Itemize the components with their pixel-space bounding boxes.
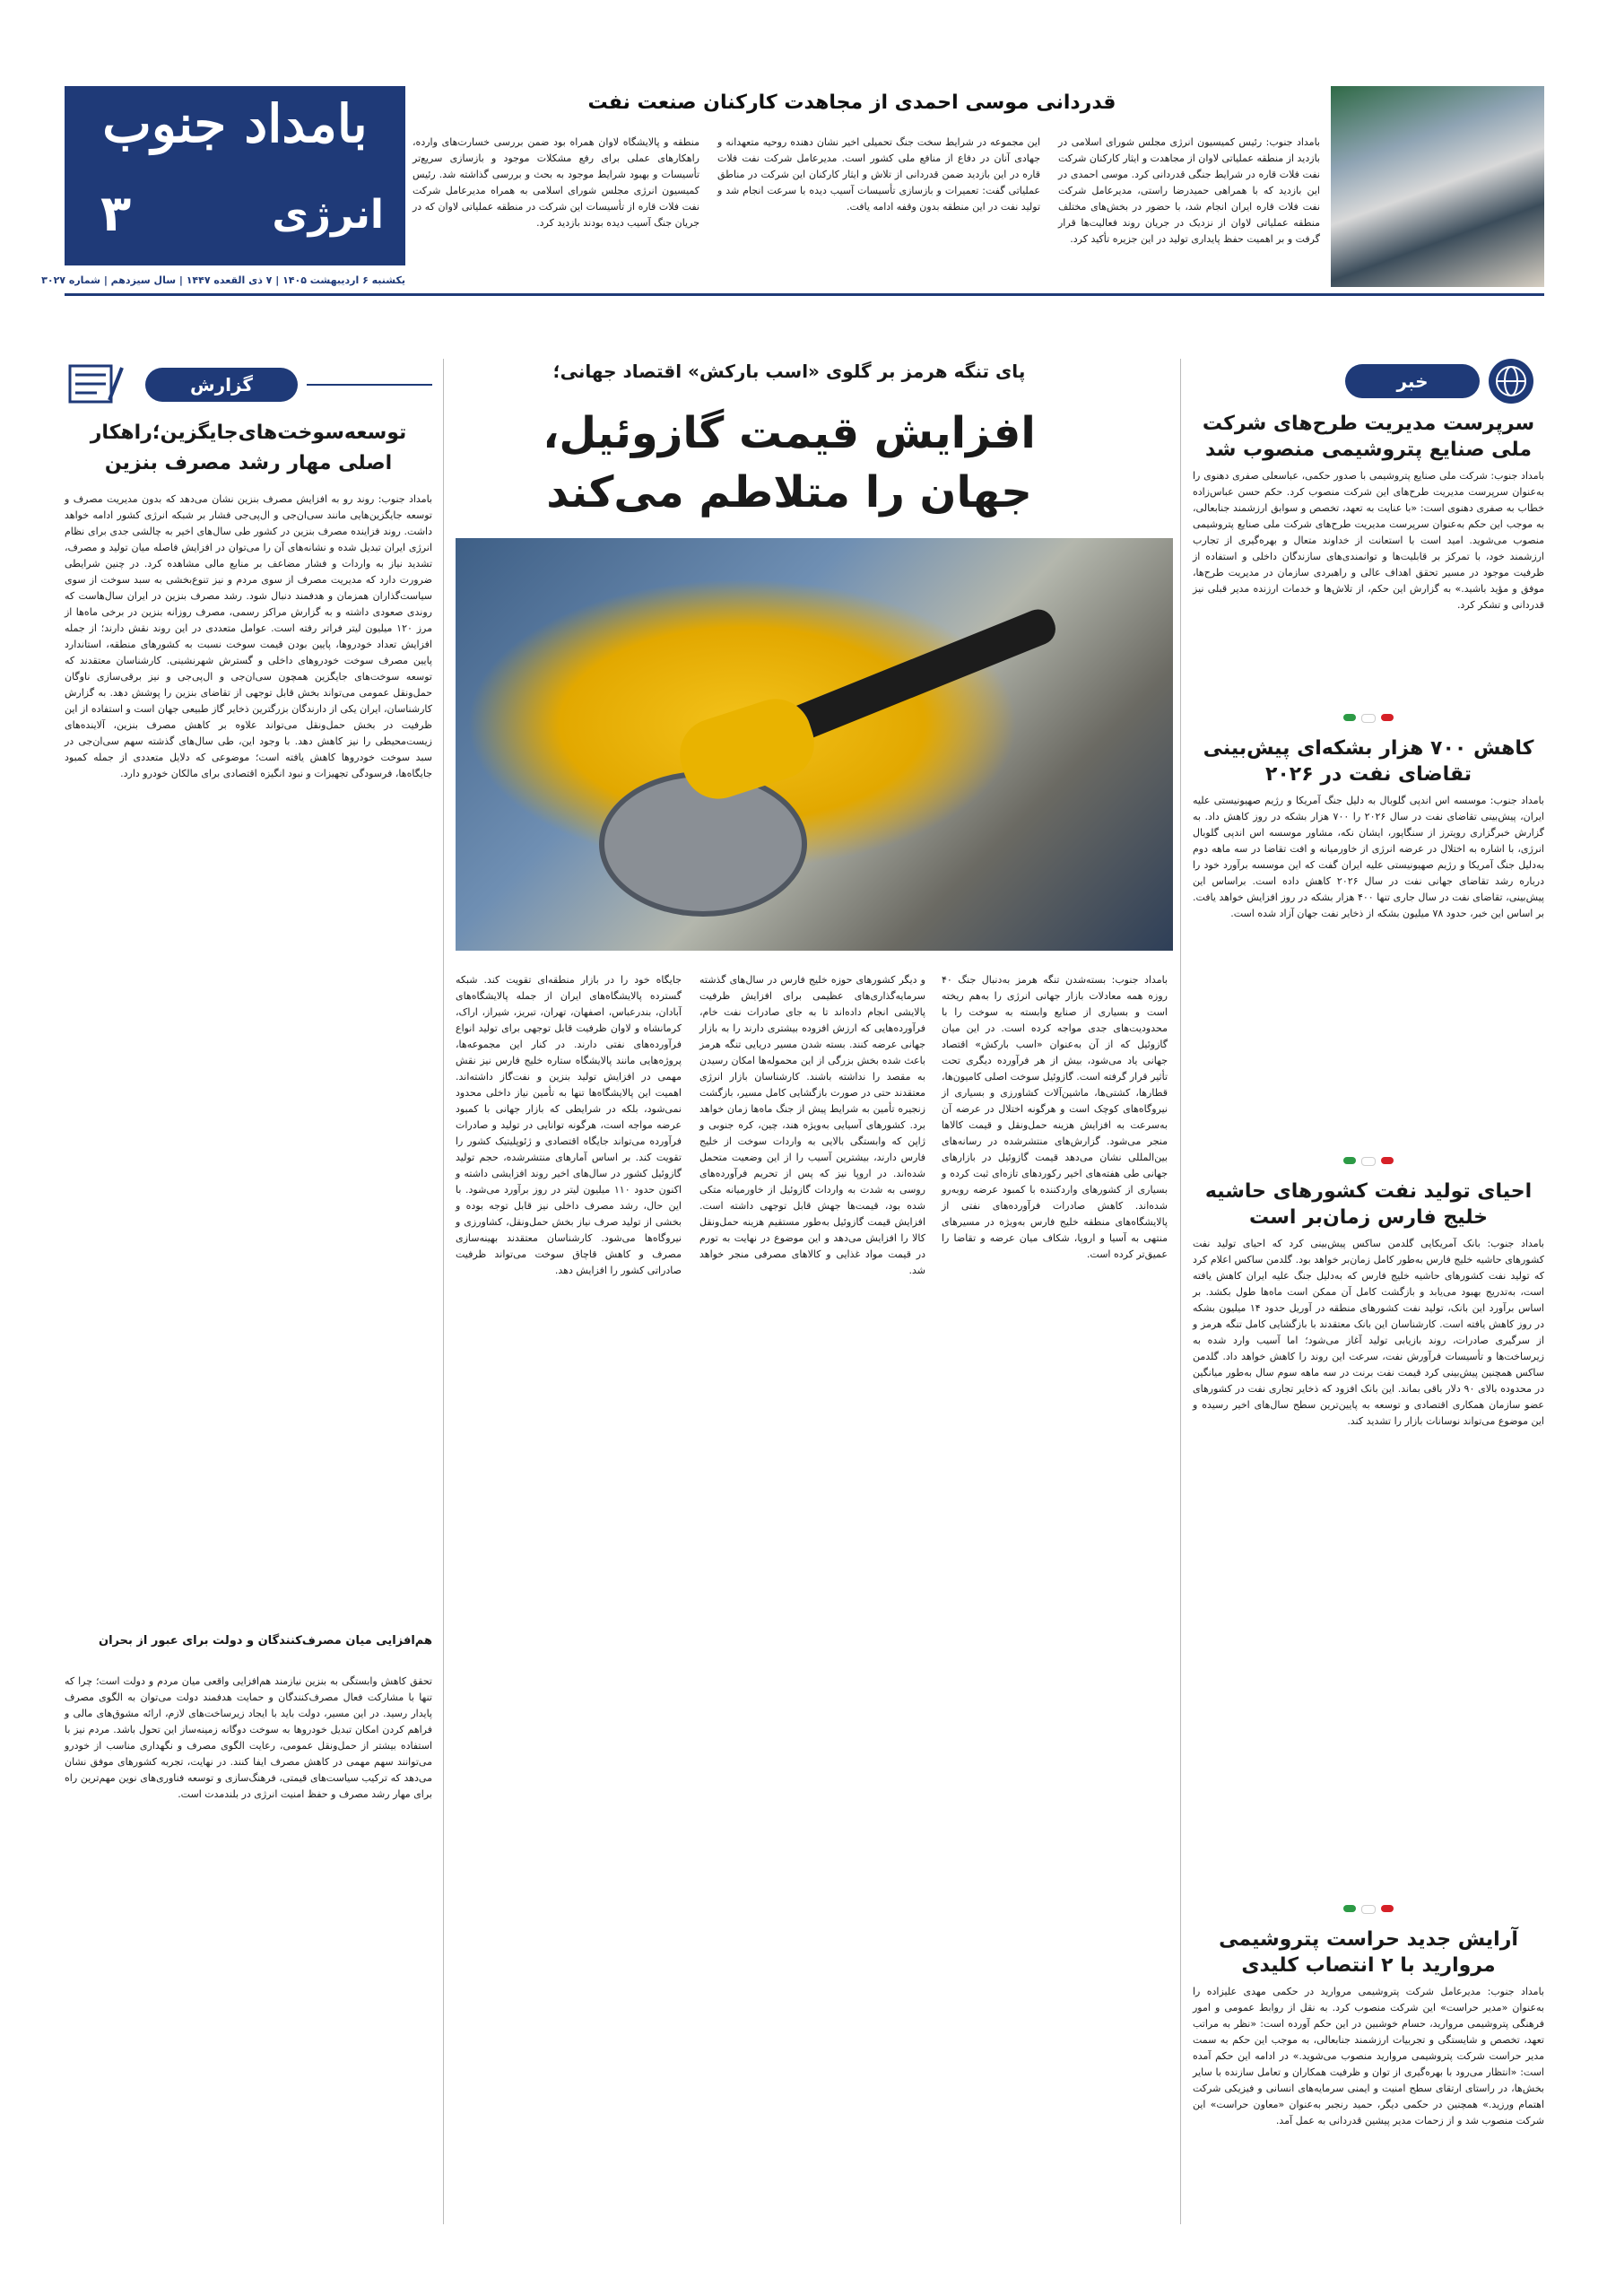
report-tab-pill xyxy=(145,368,298,402)
main-headline: جهان را متلاطم می‌کند xyxy=(546,467,1032,517)
report-tab xyxy=(65,359,432,409)
report-tab-label: گزارش xyxy=(189,374,254,396)
main-col-2: و دیگر کشورهای حوزه خلیج فارس در سال‌های گذشته سرمایه‌گذاری‌های عظیمی برای افزایش ظرفیت پالایشی انجام داده‌اند تا به جای صادرات نفت خام، فرآورده‌هایی که ارزش افزوده بیشتری دارند را به بازار جهانی عرضه کنند. بسته شدن مسیر دریایی تنگه هرمز باعث شده بخش بزرگی از این محموله‌ها امکان رسیدن به مقصد را نداشته باشند. کارشناسان بازار انرژی معتقدند حتی در صورت بازگشایی کامل مسیر، بازگشت زنجیره تأمین به شرایط پیش از جنگ ماه‌ها زمان خواهد برد. کشورهای آسیایی به‌ویژه هند، چین، کره جنوبی و ژاپن که وابستگی بالایی به واردات سوخت از خلیج فارس دارند، بیشترین آسیب را از این وضعیت متحمل شده‌اند. در اروپا نیز که پس از تحریم فرآورده‌های روسی به شدت به واردات گازوئیل از خاورمیانه متکی شده بود، قیمت‌ها جهش قابل توجهی داشته است. افزایش قیمت گازوئیل به‌طور مستقیم هزینه حمل‌ونقل کالا را افزایش می‌دهد و این موضوع در نهایت به تورم در قیمت مواد غذایی و کالاهای مصرفی منجر خواهد شد. xyxy=(699,974,925,1276)
column-divider xyxy=(443,359,444,2224)
top-story-col-2: این مجموعه در شرایط سخت جنگ تحمیلی اخیر نشان دهنده روحیه متعهدانه و جهادی آنان در دفاع از منافع ملی کشور است. مدیرعامل شرکت نفت فلات قاره در این بازدید ضمن قدردانی از تلاش و ایثار کارکنان این شرکت در مناطق عملیاتی گفت: تعمیرات و بازسازی تأسیسات آسیب دیده با سرعت انجام شد و تولید نفت در این منطقه بدون وقفه ادامه یافت. xyxy=(717,136,1040,213)
masthead-divider xyxy=(65,293,1544,296)
news-item-2 xyxy=(1193,737,1544,1148)
main-col-3: جایگاه خود را در بازار منطقه‌ای تقویت کند. شبکه گسترده پالایشگاه‌های ایران از جمله پالایشگاه‌های آبادان، بندرعباس، اصفهان، تهران، تبریز، شیراز، اراک، کرمانشاه و لاوان ظرفیت قابل توجهی برای تولید انواع فرآورده‌های نفتی دارند. در کنار این مجموعه‌ها، پروژه‌هایی مانند پالایشگاه ستاره خلیج فارس نیز نقش مهمی در افزایش تولید بنزین و نفت‌گاز داشته‌اند. اهمیت این پالایشگاه‌ها تنها به تأمین نیاز داخلی محدود نمی‌شود، بلکه در شرایطی که بازار جهانی با کمبود عرضه مواجه است، هرگونه توانایی در تولید و صادرات فرآورده می‌تواند جایگاه اقتصادی و ژئوپلیتیک کشور را تقویت کند. بر اساس آمارهای منتشرشده، حجم تولید گازوئیل کشور در سال‌های اخیر روند افزایشی داشته و اکنون حدود ۱۱۰ میلیون لیتر در روز برآورد می‌شود. با این حال، رشد مصرف داخلی نیز قابل توجه بوده و بخشی از تولید صرف نیاز بخش حمل‌ونقل، کشاورزی و نیروگاه‌ها می‌شود. کارشناسان معتقدند بهینه‌سازی مصرف و کاهش قاچاق سوخت می‌تواند ظرفیت صادراتی کشور را افزایش دهد. xyxy=(456,974,682,1276)
separator-dots xyxy=(1193,1157,1544,1166)
news-item-title: سرپرست مدیریت طرح‌های شرکت xyxy=(1202,413,1535,435)
masthead-logo: بامداد جنوب xyxy=(102,93,368,154)
top-story-title: قدردانی موسی احمدی از مجاهدت کارکنان صنعت نفت xyxy=(587,91,1116,114)
news-item-body: بامداد جنوب: شرکت ملی صنایع پتروشیمی با صدور حکمی، عباسعلی صفری دهنوی را به‌عنوان سرپرست مدیریت طرح‌های این شرکت منصوب کرد. حکم حسن عباس‌زاده خطاب به صفری دهنوی است: «با عنایت به تعهد، تخصص و سوابق ارزشمند جنابعالی، به موجب این حکم به‌عنوان سرپرست مدیریت طرح‌های شرکت ملی صنایع پتروشیمی منصوب می‌شوید. امید است با استعانت از خداوند متعال و بهره‌گیری از تجارب ارزشمند خود، با تمرکز بر قابلیت‌ها و توانمندی‌های سازندگان داخلی و استفاده از ظرفیت موجود در مسیر تحقق اهداف عالی و راهبردی سازمان در مدیریت طرح‌ها، موفق و مؤید باشید.» به گزارش این حکم، از تلاش‌ها و خدمات ارزنده مدیر قبلی نیز قدردانی و تشکر کرد. xyxy=(1193,470,1544,611)
report-body-2: تحقق کاهش وابستگی به بنزین نیازمند هم‌افزایی واقعی میان مردم و دولت است؛ چرا که تنها با مشارکت فعال مصرف‌کنندگان و حمایت هدفمند دولت می‌توان به الگوی مصرف پایدار رسید. در این مسیر، دولت باید با ایجاد زیرساخت‌های لازم، ارائه مشوق‌های مالی و فراهم کردن امکان تبدیل خودروها به سوخت دوگانه زمینه‌ساز این تحول باشد. مردم نیز با استفاده بیشتر از حمل‌ونقل عمومی، رعایت الگوی مصرف و نگهداری مناسب از خودرو می‌توانند سهم مهمی در کاهش مصرف ایفا کنند. در نهایت، تجربه کشورهای موفق نشان می‌دهد که ترکیب سیاست‌های قیمتی، فرهنگ‌سازی و توسعه فناوری‌های نوین مهم‌ترین راه برای مهار رشد مصرف و حفظ امنیت انرژی در بلندمدت است. xyxy=(65,1675,432,1800)
news-item-title: مروارید با ۲ انتصاب کلیدی xyxy=(1241,1954,1496,1977)
globe-icon xyxy=(1489,359,1533,404)
news-item-title: ملی صنایع پتروشیمی منصوب شد xyxy=(1204,439,1533,461)
news-item-title: تقاضای نفت در ۲۰۲۶ xyxy=(1264,763,1472,786)
main-headline: افزایش قیمت گازوئیل، xyxy=(543,408,1036,458)
news-item-body: بامداد جنوب: مدیرعامل شرکت پتروشیمی مروارید در حکمی مهدی علیزاده را به‌عنوان «مدیر حراست» این شرکت منصوب کرد. به نقل از روابط عمومی و امور فرهنگی پتروشیمی مروارید، حسام خوشبین در این حکم آورده است: «نظر به مراتب تعهد، تخصص و شایستگی و تجربیات ارزشمند جنابعالی، به موجب این حکم به سمت مدیر حراست شرکت پتروشیمی مروارید منصوب می‌شوید.» در ادامه این حکم آمده است: «انتظار می‌رود با بهره‌گیری از توان و ظرفیت همکاران و تعامل سازنده با سایر بخش‌ها، در راستای ارتقای سطح امنیت و ایمنی سرمایه‌های انسانی و فیزیکی شرکت اهتمام ورزید.» همچنین در حکمی دیگر، حمید رنجبر به‌عنوان «معاون حراست» این شرکت منصوب شد و از زحمات مدیر پیشین قدردانی به عمل آمد. xyxy=(1193,1986,1544,2126)
news-item-1 xyxy=(1193,413,1544,701)
news-item-title: احیای تولید نفت کشورهای حاشیه xyxy=(1204,1180,1533,1203)
news-item-body: بامداد جنوب: موسسه اس اندپی گلوبال به دلیل جنگ آمریکا و رژیم صهیونیستی علیه ایران، پیش‌بینی تقاضای نفت در سال ۲۰۲۶ را ۷۰۰ هزار بشکه در روز کاهش داد. به گزارش خبرگزاری رویترز از سنگاپور، ایشان نکه، مشاور موسسه اس اندپی گلوبال انرژی، با اشاره به اختلال در عرضه انرژی از خاورمیانه و افت تقاضا در سه ماهه دوم به‌دلیل جنگ آمریکا و رژیم صهیونیستی علیه ایران گفت که این موسسه برآورد خود را درباره رشد تقاضای جهانی نفت در سال ۲۰۲۶ کاهش داده است. براساس این پیش‌بینی، تقاضای نفت در سال جاری تنها ۴۰۰ هزار بشکه در روز افزایش خواهد یافت. بر اساس این خبر، حدود ۷۸ میلیون بشکه از ذخایر نفت جهان آزاد شده است. xyxy=(1193,795,1544,919)
fuel-nozzle-photo xyxy=(456,538,1173,951)
report-body: بامداد جنوب: روند رو به افزایش مصرف بنزین نشان می‌دهد که بدون مدیریت مصرف و توسعه جایگزین‌هایی مانند سی‌ان‌جی و ال‌پی‌جی فشار بر شبکه انرژی کشور ادامه خواهد داشت. روند فزاینده مصرف بنزین در کشور طی سال‌های اخیر به چالشی جدی برای نظام انرژی ایران تبدیل شده و نشانه‌های آن را می‌توان در افزایش فاصله میان تولید و مصرف، تشدید نیاز به واردات و فشار مضاعف بر منابع مالی مشاهده کرد. در چنین شرایطی ضرورت دارد که مدیریت مصرف از سوی مردم و نیز تنوع‌بخشی به سبد سوخت از سوی سیاست‌گذاران همزمان و هدفمند دنبال شود. رشد مصرف بنزین در ایران سال‌هاست که روندی صعودی داشته و به گزارش مراکز رسمی، مصرف روزانه بنزین در برخی ماه‌ها از مرز ۱۲۰ میلیون لیتر فراتر رفته است. عوامل متعددی در این روند نقش دارند؛ از جمله افزایش تعداد خودروها، پایین بودن قیمت سوخت نسبت به کشورهای منطقه، استاندارد پایین مصرف سوخت خودروهای داخلی و گسترش شهرنشینی. کارشناسان معتقدند که توسعه سوخت‌های جایگزین همچون سی‌ان‌جی و ال‌پی‌جی و نیز برقی‌سازی ناوگان حمل‌ونقل عمومی می‌تواند بخش قابل توجهی از تقاضای بنزین را پوشش دهد. به گزارش کارشناسان، ایران یکی از دارندگان بزرگترین ذخایر گاز طبیعی جهان است و استفاده از این ظرفیت در بخش حمل‌ونقل می‌تواند علاوه بر کاهش مصرف بنزین، آلاینده‌های زیست‌محیطی را نیز کاهش دهد. با وجود این، طی سال‌های گذشته سهم سی‌ان‌جی در سبد سوخت خودروها کاهش یافته است؛ موضوعی که دلایل متعددی از جمله کمبود جایگاه‌ها، فرسودگی تجهیزات و نبود انگیزه اقتصادی برای مالکان خودرو دارد. xyxy=(65,493,432,779)
newspaper-icon xyxy=(65,359,127,409)
masthead-page-number: ۳ xyxy=(100,185,132,243)
masthead-logo-block xyxy=(65,86,405,265)
date-line: یکشنبه ۶ اردیبهشت ۱۴۰۵ | ۷ ذی القعده ۱۴۴۷ | سال سیزدهم | شماره ۳۰۲۷ xyxy=(41,274,405,286)
news-item-title: کاهش ۷۰۰ هزار بشکه‌ای پیش‌بینی xyxy=(1203,737,1534,760)
report-subhead: هم‌افزایی میان مصرف‌کنندگان و دولت برای عبور از بحران xyxy=(98,1634,432,1648)
news-tab-label: خبر xyxy=(1396,370,1429,392)
top-story-col-3: منطقه و پالایشگاه لاوان همراه بود ضمن بررسی خسارت‌های وارده، راهکارهای عملی برای رفع مشکلات موجود و بازسازی سریع‌تر تأسیسات و بهبود شرایط موجود به بحث و بررسی گذاشته شد. رئیس کمیسیون انرژی مجلس شورای اسلامی به همراه مدیرعامل شرکت نفت فلات قاره از تأسیسات این شرکت در منطقه عملیاتی لاوان که در جریان جنگ آسیب دیده بودند بازدید کرد. xyxy=(413,136,699,229)
top-story-photo xyxy=(1331,86,1544,287)
separator-dots xyxy=(1193,714,1544,723)
report-title: اصلی مهار رشد مصرف بنزین xyxy=(104,452,393,474)
main-kicker: پای تنگه هرمز بر گلوی «اسب بارکش» اقتصاد جهانی؛ xyxy=(552,361,1026,382)
column-divider xyxy=(1180,359,1181,2224)
news-tab-pill xyxy=(1345,364,1480,398)
news-item-title: آرایش جدید حراست پتروشیمی xyxy=(1219,1928,1518,1951)
news-item-body: بامداد جنوب: بانک آمریکایی گلدمن ساکس پیش‌بینی کرد که احیای تولید نفت کشورهای حاشیه خلیج فارس به‌طور کامل زمان‌بر خواهد بود. گلدمن ساکس اعلام کرد که تولید نفت کشورهای حاشیه خلیج فارس که به‌دلیل جنگ علیه ایران کاهش یافته است، به‌تدریج بهبود می‌یابد و بازگشت کامل آن ممکن است ماه‌ها طول بکشد. بر اساس برآورد این بانک، تولید نفت کشورهای منطقه در آوریل حدود ۱۴ میلیون بشکه در روز کاهش یافته است. کارشناسان این بانک معتقدند با بازگشایی کامل تنگه هرمز و از سرگیری صادرات، روند بازیابی تولید آغاز می‌شود؛ اما آسیب وارد شده به زیرساخت‌ها و تأسیسات فرآورش نفت، سرعت این روند را کاهش خواهد داد. گلدمن ساکس همچنین پیش‌بینی کرد قیمت نفت برنت در سه ماهه سوم سال به‌طور میانگین در محدوده بالای ۹۰ دلار باقی بماند. این بانک افزود که ذخایر تجاری نفت در کشورهای عضو سازمان همکاری اقتصادی و توسعه به پایین‌ترین سطح سال‌های اخیر رسیده و این موضوع می‌تواند نوسانات بازار را تشدید کند. xyxy=(1193,1238,1544,1427)
news-item-3 xyxy=(1193,1180,1544,1896)
news-item-4 xyxy=(1193,1928,1544,2258)
main-col-1: بامداد جنوب: بسته‌شدن تنگه هرمز به‌دنبال جنگ ۴۰ روزه همه معادلات بازار جهانی انرژی را به‌هم ریخته است و بسیاری از صنایع وابسته به سوخت را با محدودیت‌های جدی مواجه کرده است. در این میان گازوئیل که از آن به‌عنوان «اسب بارکش» اقتصاد جهانی یاد می‌شود، بیش از هر فرآورده دیگری تحت تأثیر قرار گرفته است. گازوئیل سوخت اصلی کامیون‌ها، قطارها، کشتی‌ها، ماشین‌آلات کشاورزی و بسیاری از نیروگاه‌های کوچک است و هرگونه اختلال در عرضه آن به‌سرعت به افزایش هزینه حمل‌ونقل و قیمت کالاها منجر می‌شود. گزارش‌های منتشرشده در رسانه‌های بین‌المللی نشان می‌دهد قیمت گازوئیل در بازارهای جهانی طی هفته‌های اخیر رکوردهای تازه‌ای ثبت کرده و بسیاری از کشورهای واردکننده با کمبود عرضه روبه‌رو شده‌اند. کاهش صادرات فرآورده‌های نفتی از پالایشگاه‌های منطقه خلیج فارس به‌ویژه در مسیرهای منتهی به آسیا و اروپا، شکاف میان عرضه و تقاضا را عمیق‌تر کرده است. xyxy=(942,974,1168,1260)
masthead-section: انرژی xyxy=(272,192,384,238)
top-story-col-1: بامداد جنوب: رئیس کمیسیون انرژی مجلس شورای اسلامی در بازدید از منطقه عملیاتی لاوان از مجاهدت و ایثار کارکنان شرکت نفت فلات قاره در شرایط جنگی قدردانی کرد. موسی احمدی در این بازدید که با همراهی حمیدرضا راستی، مدیرعامل شرکت نفت فلات قاره ایران انجام شد، با حضور در بخش‌های مختلف منطقه عملیاتی لاوان از نزدیک در جریان روند فعالیت‌ها قرار گرفت و بر اهمیت حفظ پایداری تولید در این جزیره تأکید کرد. xyxy=(1058,136,1320,245)
report-title: توسعه‌سوخت‌های‌جایگزین؛راهکار xyxy=(90,422,407,444)
separator-dots xyxy=(1193,1905,1544,1914)
news-tab xyxy=(1345,359,1542,404)
news-item-title: خلیج فارس زمان‌بر است xyxy=(1248,1206,1489,1229)
